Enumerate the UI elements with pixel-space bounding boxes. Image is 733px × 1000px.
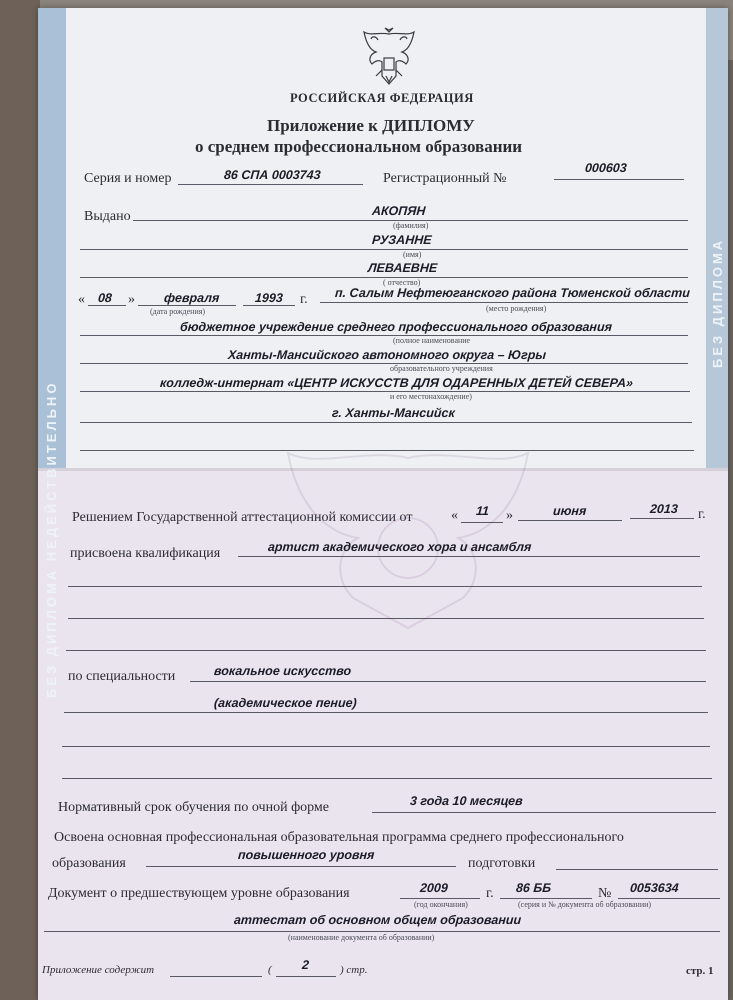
blank-line-1 [80,450,694,451]
qualification-value: артист академического хора и ансамбля [267,540,532,554]
right-stripe-text: БЕЗ ДИПЛОМА [710,237,725,368]
page-number: стр. 1 [686,965,714,977]
commission-quote-open: « [451,508,458,523]
institution-caption-3: и его местонахождение) [390,392,472,401]
name-caption: (имя) [403,250,422,259]
institution-line-4-value: г. Ханты-Мансийск [331,406,456,420]
coat-of-arms-icon [360,26,418,90]
education-label: образования [52,856,126,871]
blank-line-3 [68,618,704,619]
commission-month-line [518,520,622,521]
institution-caption-2: образовательного учреждения [390,364,493,373]
number-sign: № [598,886,612,901]
specialty-line [190,681,706,682]
prev-series: 86 ББ [515,881,552,895]
institution-line-2-value: Ханты-Мансийского автономного округа – Югры [227,348,547,362]
commission-year: 2013 [649,502,679,516]
doc-title-line2: о среднем профессиональном образовании [195,137,523,156]
blank-line-2 [68,586,702,587]
background-left [0,0,40,1000]
series-value: 86 СПА 0003743 [223,168,322,182]
prev-year: 2009 [419,881,449,895]
prev-doc-value: аттестат об основном общем образовании [233,913,522,927]
level-value: повышенного уровня [237,848,375,862]
term-label: Нормативный срок обучения по очной форме [58,800,329,815]
surname-value: АКОПЯН [371,204,426,218]
prev-doc-caption: (наименование документа об образовании) [288,933,435,942]
program-label: Освоена основная профессиональная образовательная программа среднего профессионального [54,830,624,845]
birthplace-caption: (место рождения) [486,304,547,313]
patronymic-value: ЛЕВАЕВНЕ [367,261,438,275]
name-line [80,249,688,250]
training-label: подготовки [468,856,536,871]
attachment-count: 2 [301,958,310,972]
blank-line-5 [62,746,710,747]
patronymic-caption: ( отчество) [383,278,421,287]
commission-year-abbr: г. [698,507,706,522]
attachment-close: ) стр. [340,964,368,976]
dob-month: февраля [163,291,220,305]
qualification-line [238,556,700,557]
level-line [146,866,456,867]
institution-line-1-value: бюджетное учреждение среднего профессионального образования [179,320,613,334]
prev-year-line [400,898,480,899]
series-label: Серия и номер [84,171,172,186]
specialty-label: по специальности [68,669,176,684]
dob-caption: (дата рождения) [150,307,206,316]
issued-label: Выдано [84,209,131,224]
prev-year-abbr: г. [486,886,494,901]
quote-close: » [128,292,135,307]
diploma-appendix-sheet [38,8,728,1000]
dob-day: 08 [97,291,113,305]
term-value: 3 года 10 месяцев [409,794,524,808]
commission-quote-close: » [506,508,513,523]
reg-label: Регистрационный № [383,171,507,186]
prev-number-line [618,898,720,899]
doc-title-line1: Приложение к ДИПЛОМУ [267,116,475,135]
attachment-label: Приложение содержит [42,964,155,976]
attachment-count-line [276,976,336,977]
series-line [178,184,363,185]
prev-doc-label: Документ о предшествующем уровне образования [48,886,350,901]
institution-line-1 [80,335,688,336]
name-value: РУЗАННЕ [371,233,433,247]
institution-line-2 [80,363,688,364]
training-line [556,869,718,870]
commission-day: 11 [475,504,490,518]
birthplace-line [320,302,688,303]
reg-line [554,179,684,180]
birthplace-value: п. Салым Нефтеюганского района Тюменской области [334,286,691,300]
qualification-label: присвоена квалификация [70,546,221,561]
institution-line-3-value: колледж-интернат «ЦЕНТР ИСКУССТВ ДЛЯ ОДАРЕННЫХ ДЕТЕЙ СЕВЕРА» [159,376,634,390]
dob-day-line [88,305,126,306]
prev-series-caption: (серия и № документа об образовании) [518,900,652,909]
emblem-watermark-icon [258,438,558,638]
country-title: РОССИЙСКАЯ ФЕДЕРАЦИЯ [290,91,474,105]
attachment-line [170,976,262,977]
dob-month-line [138,305,236,306]
specialty-value-2: (академическое пение) [213,696,358,710]
attachment-open: ( [268,964,272,976]
reg-value: 000603 [584,161,628,175]
term-line [372,812,716,813]
specialty-value: вокальное искусство [213,664,352,678]
dob-year: 1993 [254,291,284,305]
institution-line-3 [80,391,690,392]
dob-year-line [243,305,295,306]
prev-number: 0053634 [629,881,680,895]
institution-caption-1: (полное наименование [393,336,471,345]
prev-series-line [500,898,592,899]
year-abbr: г. [300,292,308,307]
prev-doc-line [44,931,720,932]
surname-caption: (фамилия) [393,221,429,230]
blank-line-6 [62,778,712,779]
commission-label: Решением Государственной аттестационной комиссии от [72,510,413,525]
blank-line-4 [66,650,706,651]
commission-month: июня [552,504,587,518]
quote-open: « [78,292,85,307]
institution-line-4 [80,422,692,423]
specialty-line-2 [64,712,708,713]
left-stripe-text: БЕЗ ДИПЛОМА НЕДЕЙСТВИТЕЛЬНО [44,380,59,698]
prev-year-caption: (год окончания) [414,900,468,909]
commission-year-line [630,518,694,519]
commission-day-line [461,522,503,523]
